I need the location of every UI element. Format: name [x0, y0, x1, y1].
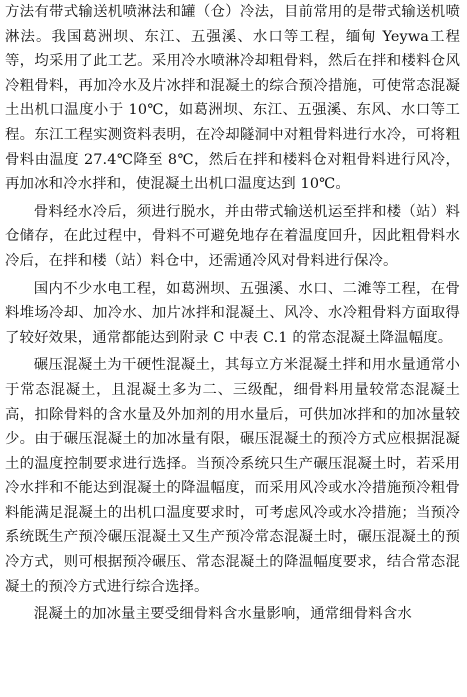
paragraph-1: 方法有带式输送机喷淋法和罐（仓）冷法，目前常用的是带式输送机喷淋法。我国葛洲坝、东江、五强溪、水口等工程，缅甸 Yeywa工程等，均采用了此工艺。采用冷水喷淋冷却粗骨料，然后在拌和楼料仓风冷粗骨料，再加冷水及片冰拌和混凝土的综合预冷措施，可使常态混凝土出机口温度小于 10℃，如葛洲坝、东江、五强溪、东风、水口等工程。东江工程实测资料表明，在冷却隧洞中对粗骨料进行水冷，可将粗骨料由温度 27.4℃降至 8℃，然后在拌和楼料仓对粗骨料进行风冷，再加冰和冷水拌和，使混凝土出机口温度达到 10℃。	[5, 4, 460, 193]
paragraph-5: 混凝土的加冰量主要受细骨料含水量影响，通常细骨料含水	[33, 606, 412, 623]
paragraph-3: 国内不少水电工程，如葛洲坝、五强溪、水口、二滩等工程，在骨料堆场冷却、加冷水、加片冰拌和混凝土、风冷、水冷粗骨料方面取得了较好效果，通常都能达到附录 C 中表 C.1 的常态混凝土降温幅度。	[5, 280, 460, 346]
paragraph-2: 骨料经水冷后，须进行脱水，并由带式输送机运至拌和楼（站）料仓储存，在此过程中，骨料不可避免地存在着温度回升，因此粗骨料水冷后，在拌和楼（站）料仓中，还需通冷风对骨料进行保冷。	[5, 203, 460, 269]
paragraph-4: 碾压混凝土为干硬性混凝土，其每立方米混凝土拌和用水量通常小于常态混凝土，且混凝土多为二、三级配，细骨料用量较常态混凝土高，扣除骨料的含水量及外加剂的用水量后，可供加冰拌和的加冰量较少。由于碾压混凝土的加冰量有限，碾压混凝土的预冷方式应根据混凝土的温度控制要求进行选择。当预冷系统只生产碾压混凝土时，若采用冷水拌和不能达到混凝土的降温幅度，而采用风冷或水冷措施预冷粗骨料能满足混凝土的出机口温度要求时，可考虑风冷或水冷措施；当预冷系统既生产预冷碾压混凝土又生产预冷常态混凝土时，碾压混凝土的预冷方式，则可根据预冷碾压、常态混凝土的降温幅度要求，结合常态混凝土的预冷方式进行综合选择。	[5, 357, 460, 595]
